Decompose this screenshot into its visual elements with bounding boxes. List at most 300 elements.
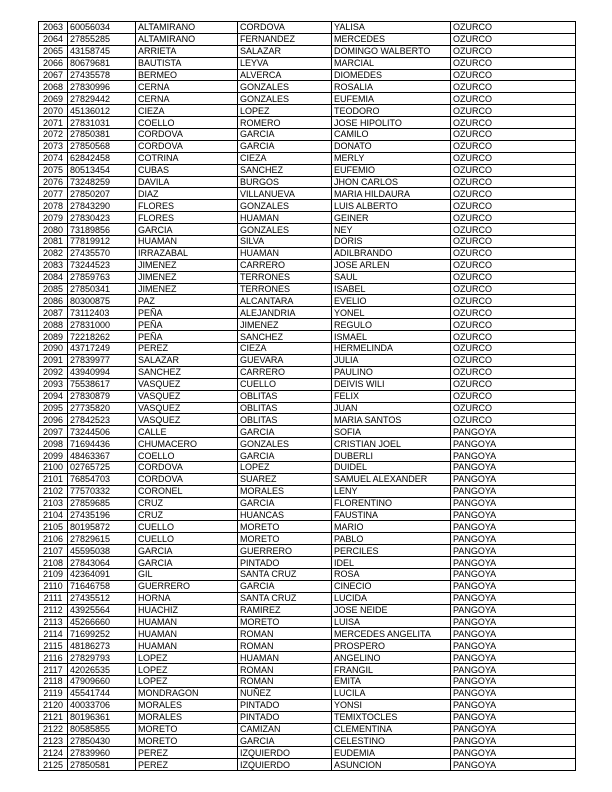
row-number-cell: 2092 bbox=[39, 366, 68, 378]
roster-body bbox=[39, 22, 576, 771]
second-surname-cell: GONZALES bbox=[238, 93, 332, 105]
first-surname-cell: HUAMAN bbox=[136, 236, 238, 248]
row-number-cell: 2113 bbox=[39, 616, 68, 628]
locality-cell: OZURCO bbox=[451, 69, 576, 81]
table-row bbox=[39, 224, 576, 236]
row-number-cell: 2095 bbox=[39, 402, 68, 414]
given-names-cell: LUISA bbox=[332, 616, 451, 628]
locality-cell: OZURCO bbox=[451, 129, 576, 141]
row-number-cell: 2088 bbox=[39, 319, 68, 331]
dni-cell: 76854703 bbox=[68, 473, 136, 485]
given-names-cell: DIOMEDES bbox=[332, 69, 451, 81]
second-surname-cell: GARCIA bbox=[238, 735, 332, 747]
row-number-cell: 2081 bbox=[39, 236, 68, 248]
table-row bbox=[39, 426, 576, 438]
locality-cell: PANGOYA bbox=[451, 604, 576, 616]
dni-cell: 27435512 bbox=[68, 592, 136, 604]
table-row bbox=[39, 747, 576, 759]
first-surname-cell: CRUZ bbox=[136, 497, 238, 509]
locality-cell: OZURCO bbox=[451, 259, 576, 271]
first-surname-cell: PEÑA bbox=[136, 319, 238, 331]
given-names-cell: MARIA HILDAURA bbox=[332, 188, 451, 200]
table-row bbox=[39, 461, 576, 473]
dni-cell: 27831000 bbox=[68, 319, 136, 331]
row-number-cell: 2110 bbox=[39, 580, 68, 592]
locality-cell: PANGOYA bbox=[451, 545, 576, 557]
given-names-cell: JULIA bbox=[332, 354, 451, 366]
second-surname-cell: SILVA bbox=[238, 236, 332, 248]
second-surname-cell: ALEJANDRIA bbox=[238, 307, 332, 319]
locality-cell: OZURCO bbox=[451, 271, 576, 283]
given-names-cell: DUIDEL bbox=[332, 461, 451, 473]
given-names-cell: DONATO bbox=[332, 140, 451, 152]
locality-cell: OZURCO bbox=[451, 45, 576, 57]
second-surname-cell: CORDOVA bbox=[238, 22, 332, 34]
locality-cell: OZURCO bbox=[451, 152, 576, 164]
locality-cell: PANGOYA bbox=[451, 759, 576, 771]
first-surname-cell: LOPEZ bbox=[136, 652, 238, 664]
table-row bbox=[39, 236, 576, 248]
first-surname-cell: PEREZ bbox=[136, 343, 238, 355]
row-number-cell: 2083 bbox=[39, 259, 68, 271]
table-row bbox=[39, 628, 576, 640]
table-row bbox=[39, 140, 576, 152]
row-number-cell: 2107 bbox=[39, 545, 68, 557]
second-surname-cell: MORETO bbox=[238, 521, 332, 533]
second-surname-cell: ROMAN bbox=[238, 675, 332, 687]
locality-cell: OZURCO bbox=[451, 212, 576, 224]
second-surname-cell: TERRONES bbox=[238, 271, 332, 283]
dni-cell: 80679681 bbox=[68, 57, 136, 69]
first-surname-cell: CUELLO bbox=[136, 533, 238, 545]
given-names-cell: CINECIO bbox=[332, 580, 451, 592]
locality-cell: PANGOYA bbox=[451, 687, 576, 699]
table-row bbox=[39, 188, 576, 200]
table-row bbox=[39, 247, 576, 259]
first-surname-cell: GARCIA bbox=[136, 545, 238, 557]
table-row bbox=[39, 473, 576, 485]
locality-cell: PANGOYA bbox=[451, 485, 576, 497]
given-names-cell: NEY bbox=[332, 224, 451, 236]
table-row bbox=[39, 402, 576, 414]
locality-cell: OZURCO bbox=[451, 354, 576, 366]
locality-cell: PANGOYA bbox=[451, 723, 576, 735]
table-row bbox=[39, 354, 576, 366]
given-names-cell: EUDEMIA bbox=[332, 747, 451, 759]
table-row bbox=[39, 81, 576, 93]
dni-cell: 62842458 bbox=[68, 152, 136, 164]
first-surname-cell: HUAMAN bbox=[136, 640, 238, 652]
table-row bbox=[39, 735, 576, 747]
first-surname-cell: ALTAMIRANO bbox=[136, 22, 238, 34]
locality-cell: PANGOYA bbox=[451, 450, 576, 462]
row-number-cell: 2073 bbox=[39, 140, 68, 152]
second-surname-cell: GONZALES bbox=[238, 438, 332, 450]
dni-cell: 27842523 bbox=[68, 414, 136, 426]
second-surname-cell: OBLITAS bbox=[238, 414, 332, 426]
row-number-cell: 2122 bbox=[39, 723, 68, 735]
first-surname-cell: SALAZAR bbox=[136, 354, 238, 366]
dni-cell: 27850207 bbox=[68, 188, 136, 200]
first-surname-cell: DIAZ bbox=[136, 188, 238, 200]
locality-cell: OZURCO bbox=[451, 93, 576, 105]
second-surname-cell: ROMAN bbox=[238, 640, 332, 652]
given-names-cell: IDEL bbox=[332, 557, 451, 569]
first-surname-cell: CORDOVA bbox=[136, 140, 238, 152]
given-names-cell: ADILBRANDO bbox=[332, 247, 451, 259]
given-names-cell: JOSE HIPOLITO bbox=[332, 117, 451, 129]
first-surname-cell: GARCIA bbox=[136, 224, 238, 236]
given-names-cell: SAMUEL ALEXANDER bbox=[332, 473, 451, 485]
first-surname-cell: ARRIETA bbox=[136, 45, 238, 57]
dni-cell: 27839960 bbox=[68, 747, 136, 759]
given-names-cell: PABLO bbox=[332, 533, 451, 545]
row-number-cell: 2087 bbox=[39, 307, 68, 319]
dni-cell: 80513454 bbox=[68, 164, 136, 176]
row-number-cell: 2067 bbox=[39, 69, 68, 81]
first-surname-cell: PEÑA bbox=[136, 307, 238, 319]
locality-cell: PANGOYA bbox=[451, 628, 576, 640]
row-number-cell: 2076 bbox=[39, 176, 68, 188]
table-row bbox=[39, 129, 576, 141]
given-names-cell: MARCIAL bbox=[332, 57, 451, 69]
given-names-cell: YALISA bbox=[332, 22, 451, 34]
table-row bbox=[39, 687, 576, 699]
row-number-cell: 2106 bbox=[39, 533, 68, 545]
table-row bbox=[39, 533, 576, 545]
first-surname-cell: CERNA bbox=[136, 81, 238, 93]
locality-cell: PANGOYA bbox=[451, 735, 576, 747]
dni-cell: 27830423 bbox=[68, 212, 136, 224]
first-surname-cell: CERNA bbox=[136, 93, 238, 105]
locality-cell: OZURCO bbox=[451, 414, 576, 426]
row-number-cell: 2105 bbox=[39, 521, 68, 533]
dni-cell: 47909660 bbox=[68, 675, 136, 687]
first-surname-cell: BAUTISTA bbox=[136, 57, 238, 69]
second-surname-cell: ROMERO bbox=[238, 117, 332, 129]
table-row bbox=[39, 450, 576, 462]
given-names-cell: LENY bbox=[332, 485, 451, 497]
dni-cell: 48463367 bbox=[68, 450, 136, 462]
row-number-cell: 2082 bbox=[39, 247, 68, 259]
first-surname-cell: MONDRAGON bbox=[136, 687, 238, 699]
first-surname-cell: VASQUEZ bbox=[136, 402, 238, 414]
second-surname-cell: GUEVARA bbox=[238, 354, 332, 366]
given-names-cell: ROSA bbox=[332, 568, 451, 580]
second-surname-cell: SUAREZ bbox=[238, 473, 332, 485]
first-surname-cell: MORETO bbox=[136, 735, 238, 747]
locality-cell: PANGOYA bbox=[451, 616, 576, 628]
given-names-cell: DEIVIS WILI bbox=[332, 378, 451, 390]
given-names-cell: JOSE ARLEN bbox=[332, 259, 451, 271]
row-number-cell: 2124 bbox=[39, 747, 68, 759]
first-surname-cell: CORDOVA bbox=[136, 473, 238, 485]
given-names-cell: FAUSTINA bbox=[332, 509, 451, 521]
row-number-cell: 2080 bbox=[39, 224, 68, 236]
second-surname-cell: GARCIA bbox=[238, 426, 332, 438]
first-surname-cell: GARCIA bbox=[136, 557, 238, 569]
locality-cell: PANGOYA bbox=[451, 497, 576, 509]
given-names-cell: YONSI bbox=[332, 699, 451, 711]
second-surname-cell: LEYVA bbox=[238, 57, 332, 69]
second-surname-cell: VILLANUEVA bbox=[238, 188, 332, 200]
table-row bbox=[39, 283, 576, 295]
locality-cell: PANGOYA bbox=[451, 426, 576, 438]
given-names-cell: MERLY bbox=[332, 152, 451, 164]
dni-cell: 43940994 bbox=[68, 366, 136, 378]
given-names-cell: DUBERLI bbox=[332, 450, 451, 462]
locality-cell: PANGOYA bbox=[451, 438, 576, 450]
first-surname-cell: PEREZ bbox=[136, 747, 238, 759]
dni-cell: 27830879 bbox=[68, 390, 136, 402]
dni-cell: 42364091 bbox=[68, 568, 136, 580]
row-number-cell: 2077 bbox=[39, 188, 68, 200]
row-number-cell: 2108 bbox=[39, 557, 68, 569]
second-surname-cell: PINTADO bbox=[238, 699, 332, 711]
row-number-cell: 2125 bbox=[39, 759, 68, 771]
second-surname-cell: CARRERO bbox=[238, 259, 332, 271]
second-surname-cell: SANTA CRUZ bbox=[238, 568, 332, 580]
given-names-cell: CRISTIAN JOEL bbox=[332, 438, 451, 450]
table-row bbox=[39, 93, 576, 105]
dni-cell: 75538617 bbox=[68, 378, 136, 390]
row-number-cell: 2115 bbox=[39, 640, 68, 652]
dni-cell: 27829793 bbox=[68, 652, 136, 664]
table-row bbox=[39, 164, 576, 176]
second-surname-cell: ROMAN bbox=[238, 664, 332, 676]
first-surname-cell: CORDOVA bbox=[136, 461, 238, 473]
dni-cell: 80300875 bbox=[68, 295, 136, 307]
row-number-cell: 2098 bbox=[39, 438, 68, 450]
dni-cell: 27859763 bbox=[68, 271, 136, 283]
locality-cell: PANGOYA bbox=[451, 533, 576, 545]
dni-cell: 73112403 bbox=[68, 307, 136, 319]
given-names-cell: FLORENTINO bbox=[332, 497, 451, 509]
locality-cell: OZURCO bbox=[451, 57, 576, 69]
table-row bbox=[39, 200, 576, 212]
second-surname-cell: LOPEZ bbox=[238, 105, 332, 117]
first-surname-cell: COELLO bbox=[136, 450, 238, 462]
second-surname-cell: PINTADO bbox=[238, 557, 332, 569]
table-row bbox=[39, 640, 576, 652]
locality-cell: OZURCO bbox=[451, 176, 576, 188]
locality-cell: PANGOYA bbox=[451, 640, 576, 652]
second-surname-cell: JIMENEZ bbox=[238, 319, 332, 331]
dni-cell: 27829615 bbox=[68, 533, 136, 545]
given-names-cell: CLEMENTINA bbox=[332, 723, 451, 735]
dni-cell: 71646758 bbox=[68, 580, 136, 592]
second-surname-cell: SANTA CRUZ bbox=[238, 592, 332, 604]
dni-cell: 72218262 bbox=[68, 331, 136, 343]
dni-cell: 73248259 bbox=[68, 176, 136, 188]
dni-cell: 71694436 bbox=[68, 438, 136, 450]
given-names-cell: EVELIO bbox=[332, 295, 451, 307]
second-surname-cell: SANCHEZ bbox=[238, 164, 332, 176]
dni-cell: 71699252 bbox=[68, 628, 136, 640]
locality-cell: OZURCO bbox=[451, 402, 576, 414]
table-row bbox=[39, 723, 576, 735]
table-row bbox=[39, 497, 576, 509]
row-number-cell: 2117 bbox=[39, 664, 68, 676]
row-number-cell: 2093 bbox=[39, 378, 68, 390]
row-number-cell: 2103 bbox=[39, 497, 68, 509]
locality-cell: PANGOYA bbox=[451, 664, 576, 676]
second-surname-cell: GARCIA bbox=[238, 129, 332, 141]
first-surname-cell: CHUMACERO bbox=[136, 438, 238, 450]
row-number-cell: 2096 bbox=[39, 414, 68, 426]
dni-cell: 27435578 bbox=[68, 69, 136, 81]
second-surname-cell: ALVERCA bbox=[238, 69, 332, 81]
given-names-cell: ISMAEL bbox=[332, 331, 451, 343]
table-row bbox=[39, 664, 576, 676]
table-row bbox=[39, 557, 576, 569]
first-surname-cell: SANCHEZ bbox=[136, 366, 238, 378]
given-names-cell: EMITA bbox=[332, 675, 451, 687]
given-names-cell: MARIO bbox=[332, 521, 451, 533]
row-number-cell: 2114 bbox=[39, 628, 68, 640]
first-surname-cell: VASQUEZ bbox=[136, 414, 238, 426]
row-number-cell: 2064 bbox=[39, 33, 68, 45]
first-surname-cell: LOPEZ bbox=[136, 664, 238, 676]
first-surname-cell: CUELLO bbox=[136, 521, 238, 533]
given-names-cell: JUAN bbox=[332, 402, 451, 414]
row-number-cell: 2071 bbox=[39, 117, 68, 129]
given-names-cell: MARIA SANTOS bbox=[332, 414, 451, 426]
first-surname-cell: COELLO bbox=[136, 117, 238, 129]
locality-cell: OZURCO bbox=[451, 140, 576, 152]
table-row bbox=[39, 212, 576, 224]
locality-cell: OZURCO bbox=[451, 236, 576, 248]
table-row bbox=[39, 509, 576, 521]
given-names-cell: SOFIA bbox=[332, 426, 451, 438]
row-number-cell: 2120 bbox=[39, 699, 68, 711]
first-surname-cell: DAVILA bbox=[136, 176, 238, 188]
dni-cell: 27850341 bbox=[68, 283, 136, 295]
dni-cell: 27831031 bbox=[68, 117, 136, 129]
given-names-cell: PAULINO bbox=[332, 366, 451, 378]
second-surname-cell: HUAMAN bbox=[238, 212, 332, 224]
second-surname-cell: GARCIA bbox=[238, 450, 332, 462]
second-surname-cell: NUÑEZ bbox=[238, 687, 332, 699]
locality-cell: OZURCO bbox=[451, 295, 576, 307]
first-surname-cell: BERMEO bbox=[136, 69, 238, 81]
dni-cell: 48186273 bbox=[68, 640, 136, 652]
row-number-cell: 2063 bbox=[39, 22, 68, 34]
table-row bbox=[39, 438, 576, 450]
row-number-cell: 2094 bbox=[39, 390, 68, 402]
second-surname-cell: LOPEZ bbox=[238, 461, 332, 473]
row-number-cell: 2084 bbox=[39, 271, 68, 283]
table-row bbox=[39, 545, 576, 557]
table-row bbox=[39, 568, 576, 580]
first-surname-cell: PEREZ bbox=[136, 759, 238, 771]
locality-cell: OZURCO bbox=[451, 390, 576, 402]
first-surname-cell: LOPEZ bbox=[136, 675, 238, 687]
given-names-cell: DOMINGO WALBERTO bbox=[332, 45, 451, 57]
given-names-cell: MERCEDES bbox=[332, 33, 451, 45]
locality-cell: OZURCO bbox=[451, 117, 576, 129]
table-row bbox=[39, 295, 576, 307]
row-number-cell: 2104 bbox=[39, 509, 68, 521]
row-number-cell: 2089 bbox=[39, 331, 68, 343]
first-surname-cell: PAZ bbox=[136, 295, 238, 307]
locality-cell: PANGOYA bbox=[451, 473, 576, 485]
second-surname-cell: TERRONES bbox=[238, 283, 332, 295]
row-number-cell: 2086 bbox=[39, 295, 68, 307]
dni-cell: 45266660 bbox=[68, 616, 136, 628]
table-row bbox=[39, 271, 576, 283]
locality-cell: OZURCO bbox=[451, 81, 576, 93]
first-surname-cell: VASQUEZ bbox=[136, 378, 238, 390]
first-surname-cell: HUAMAN bbox=[136, 628, 238, 640]
second-surname-cell: MORALES bbox=[238, 485, 332, 497]
second-surname-cell: MORETO bbox=[238, 533, 332, 545]
row-number-cell: 2118 bbox=[39, 675, 68, 687]
table-row bbox=[39, 259, 576, 271]
given-names-cell: SAUL bbox=[332, 271, 451, 283]
dni-cell: 27843290 bbox=[68, 200, 136, 212]
locality-cell: PANGOYA bbox=[451, 699, 576, 711]
locality-cell: PANGOYA bbox=[451, 461, 576, 473]
row-number-cell: 2111 bbox=[39, 592, 68, 604]
table-row bbox=[39, 331, 576, 343]
table-row bbox=[39, 652, 576, 664]
locality-cell: OZURCO bbox=[451, 378, 576, 390]
first-surname-cell: PEÑA bbox=[136, 331, 238, 343]
dni-cell: 27843064 bbox=[68, 557, 136, 569]
second-surname-cell: HUANCAS bbox=[238, 509, 332, 521]
given-names-cell: TEMIXTOCLES bbox=[332, 711, 451, 723]
given-names-cell: CAMILO bbox=[332, 129, 451, 141]
locality-cell: OZURCO bbox=[451, 224, 576, 236]
locality-cell: PANGOYA bbox=[451, 580, 576, 592]
first-surname-cell: MORALES bbox=[136, 711, 238, 723]
table-row bbox=[39, 307, 576, 319]
row-number-cell: 2090 bbox=[39, 343, 68, 355]
dni-cell: 77819912 bbox=[68, 236, 136, 248]
locality-cell: OZURCO bbox=[451, 307, 576, 319]
first-surname-cell: JIMENEZ bbox=[136, 283, 238, 295]
second-surname-cell: HUAMAN bbox=[238, 247, 332, 259]
second-surname-cell: CAMIZAN bbox=[238, 723, 332, 735]
dni-cell: 45541744 bbox=[68, 687, 136, 699]
first-surname-cell: CUBAS bbox=[136, 164, 238, 176]
row-number-cell: 2123 bbox=[39, 735, 68, 747]
given-names-cell: EUFEMIO bbox=[332, 164, 451, 176]
second-surname-cell: GONZALES bbox=[238, 224, 332, 236]
dni-cell: 27435570 bbox=[68, 247, 136, 259]
first-surname-cell: FLORES bbox=[136, 212, 238, 224]
locality-cell: OZURCO bbox=[451, 319, 576, 331]
row-number-cell: 2097 bbox=[39, 426, 68, 438]
dni-cell: 27839977 bbox=[68, 354, 136, 366]
locality-cell: OZURCO bbox=[451, 343, 576, 355]
locality-cell: PANGOYA bbox=[451, 568, 576, 580]
second-surname-cell: GUERRERO bbox=[238, 545, 332, 557]
dni-cell: 27850381 bbox=[68, 129, 136, 141]
given-names-cell: ANGELINO bbox=[332, 652, 451, 664]
row-number-cell: 2102 bbox=[39, 485, 68, 497]
table-row bbox=[39, 57, 576, 69]
dni-cell: 43158745 bbox=[68, 45, 136, 57]
second-surname-cell: GARCIA bbox=[238, 580, 332, 592]
table-row bbox=[39, 319, 576, 331]
row-number-cell: 2112 bbox=[39, 604, 68, 616]
second-surname-cell: GARCIA bbox=[238, 497, 332, 509]
table-row bbox=[39, 105, 576, 117]
second-surname-cell: MORETO bbox=[238, 616, 332, 628]
table-row bbox=[39, 22, 576, 34]
